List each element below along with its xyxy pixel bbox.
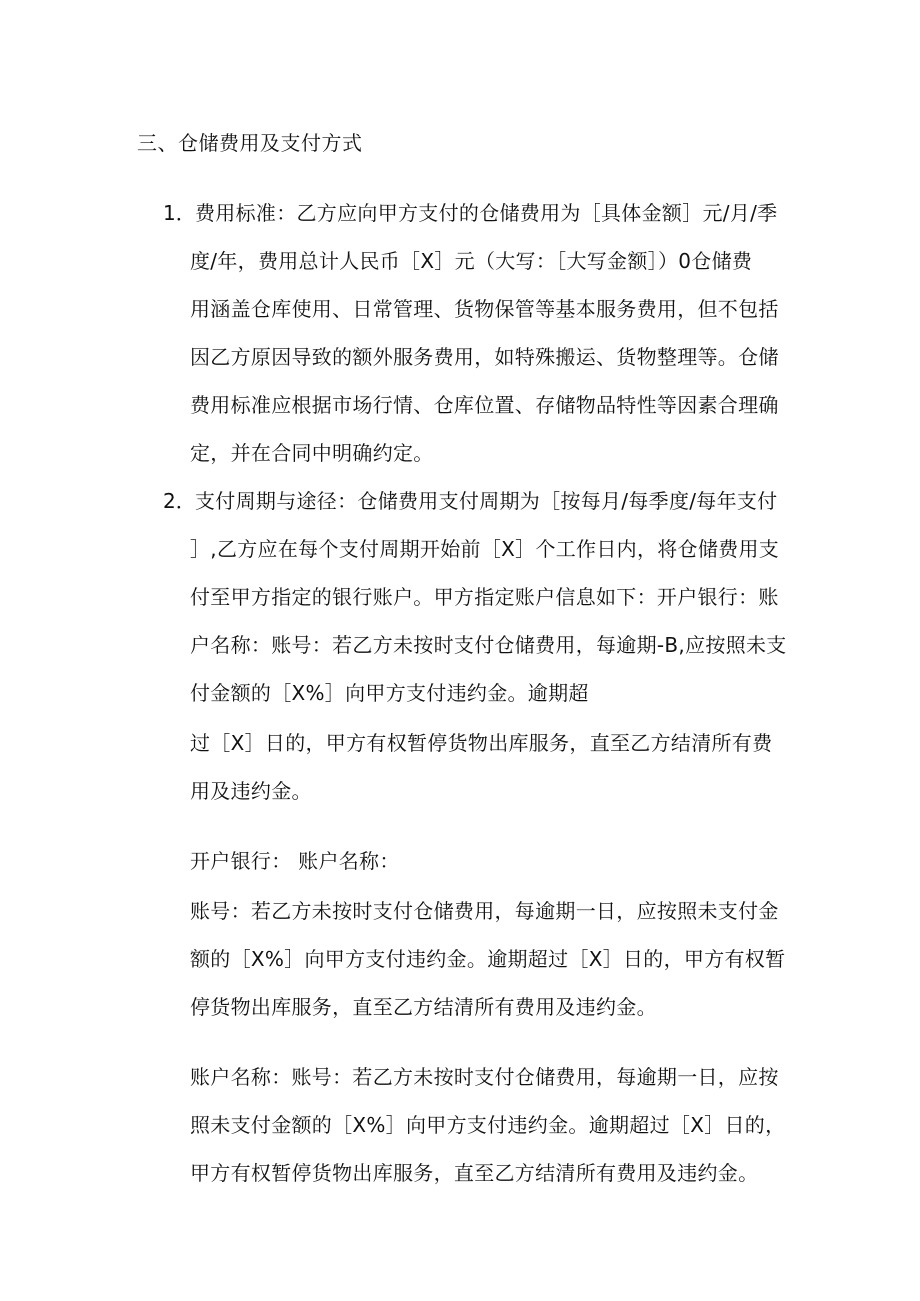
clause-continuation-line: 过［X］日的，甲方有权暂停货物出库服务，直至乙方结清所有费 xyxy=(190,731,773,755)
section-heading: 三、仓储费用及支付方式 xyxy=(137,131,363,155)
paragraph-line: 账户名称：账号：若乙方未按时支付仓储费用，每逾期一日，应按 xyxy=(190,1065,779,1089)
clause-line: 度/年，费用总计人民币［X］元（大写：［大写金额］）0仓储费 xyxy=(190,249,753,273)
paragraph-line: 停货物出库服务，直至乙方结清所有费用及违约金。 xyxy=(190,995,657,1019)
clause-line: 定，并在合同中明确约定。 xyxy=(190,441,434,465)
clause-line: 支付周期与途径：仓储费用支付周期为［按每月/每季度/每年支付 xyxy=(195,489,778,513)
clause-line: 付至甲方指定的银行账户。甲方指定账户信息如下：开户银行：账 xyxy=(190,585,779,609)
clause-number: 1． xyxy=(163,201,196,225)
clause-line: 费用标准：乙方应向甲方支付的仓储费用为［具体金额］元/月/季 xyxy=(195,201,778,225)
clause-line: 户名称：账号：若乙方未按时支付仓储费用，每逾期-B,应按照未支 xyxy=(190,633,787,657)
clause-line: ］,乙方应在每个支付周期开始前［X］个工作日内，将仓储费用支 xyxy=(190,537,780,561)
clause-line: 因乙方原因导致的额外服务费用，如特殊搬运、货物整理等。仓储 xyxy=(190,345,779,369)
clause-number: 2． xyxy=(163,489,196,513)
clause-line: 付金额的［X%］向甲方支付违约金。逾期超 xyxy=(190,681,589,705)
paragraph-line: 开户银行： 账户名称： xyxy=(190,849,400,873)
clause-line: 费用标准应根据市场行情、仓库位置、存储物品特性等因素合理确 xyxy=(190,393,779,417)
clause-line: 用涵盖仓库使用、日常管理、货物保管等基本服务费用，但不包括 xyxy=(190,297,779,321)
paragraph-line: 账号：若乙方未按时支付仓储费用，每逾期一日，应按照未支付金 xyxy=(190,899,779,923)
paragraph-line: 额的［X%］向甲方支付违约金。逾期超过［X］日的，甲方有权暂 xyxy=(190,947,786,971)
paragraph-line: 照未支付金额的［X%］向甲方支付违约金。逾期超过［X］日的， xyxy=(190,1113,786,1137)
paragraph-line: 甲方有权暂停货物出库服务，直至乙方结清所有费用及违约金。 xyxy=(190,1161,759,1185)
clause-continuation-line: 用及违约金。 xyxy=(190,779,312,803)
